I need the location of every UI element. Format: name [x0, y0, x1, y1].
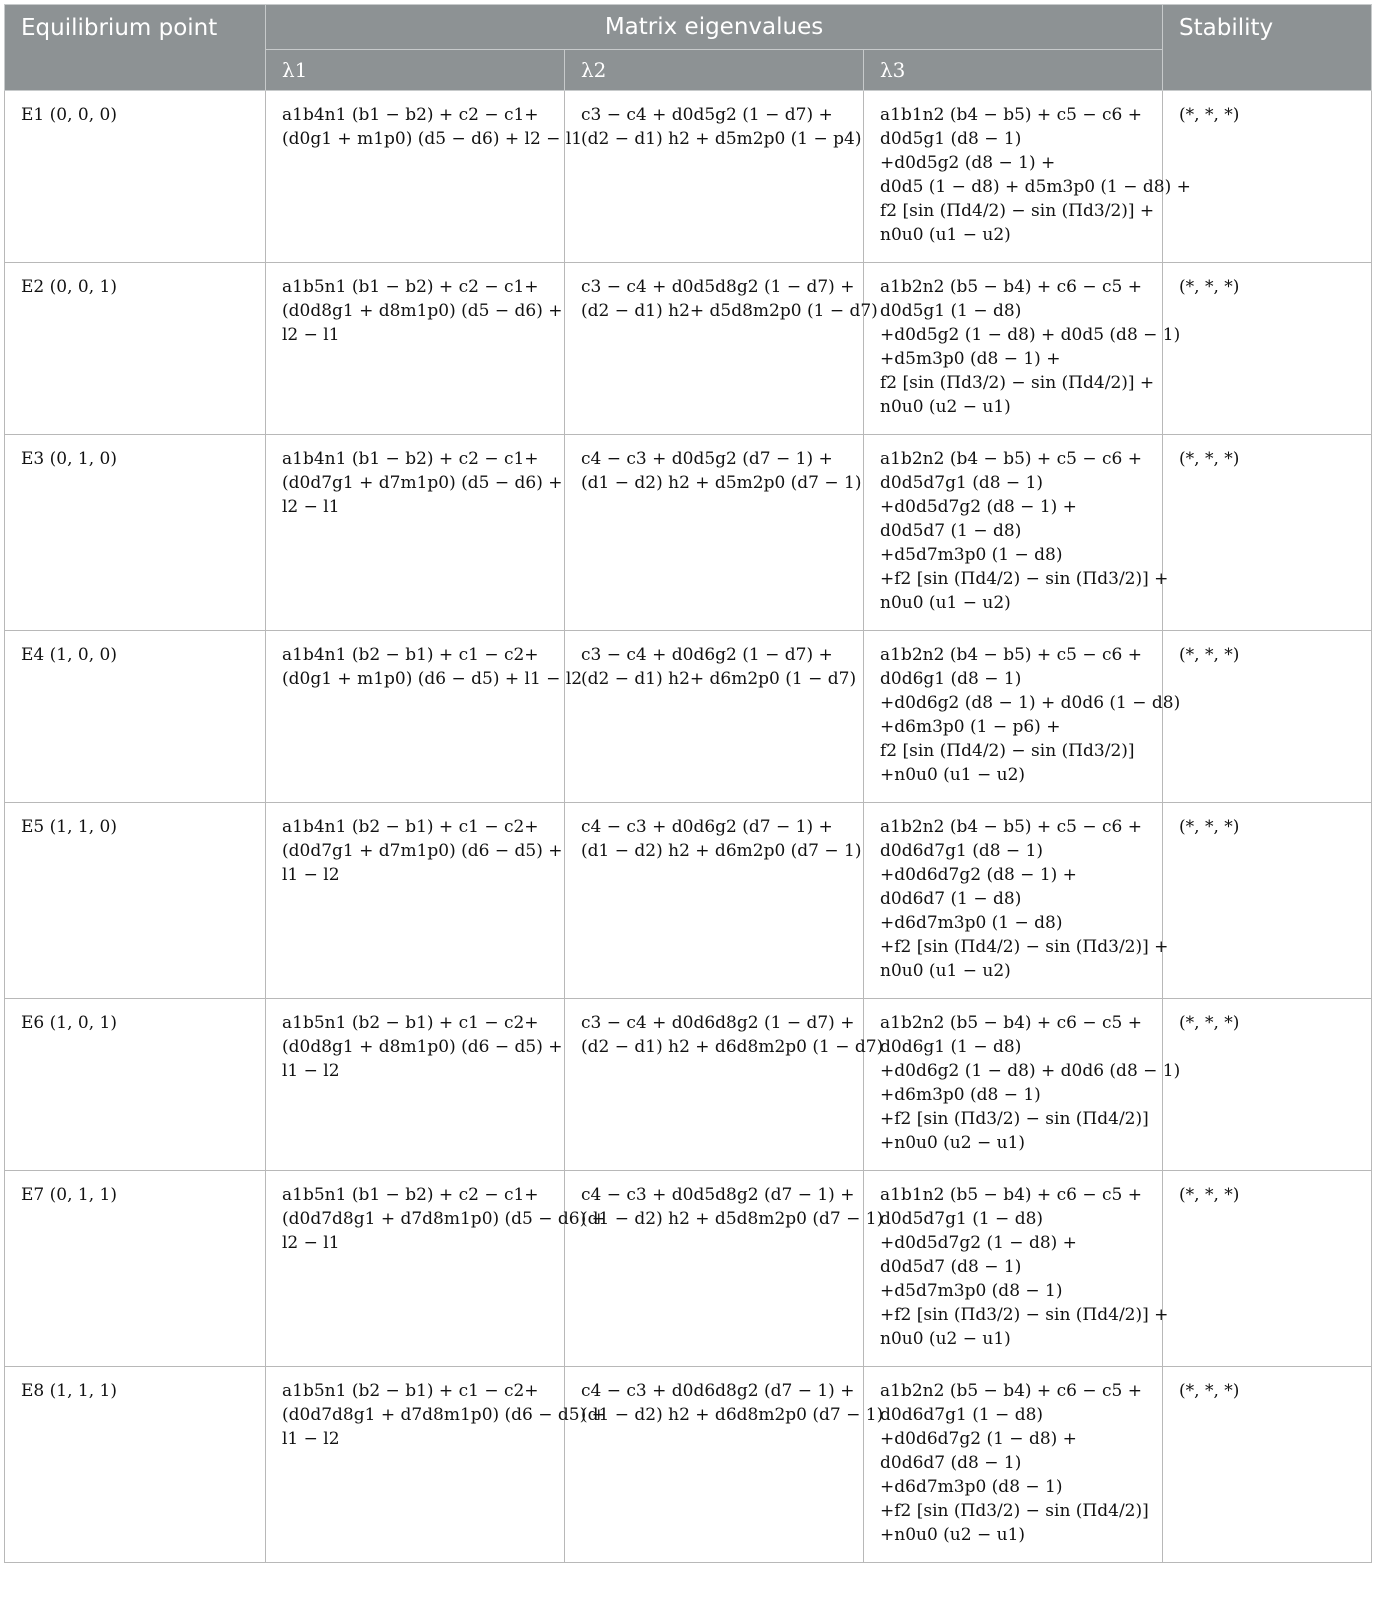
header-matrix-eigenvalues: Matrix eigenvalues	[266, 5, 1163, 50]
lambda3-cell-line: n0u0 (u2 − u1)	[880, 397, 1011, 417]
lambda1-cell	[266, 263, 565, 435]
lambda3-cell	[864, 999, 1181, 1171]
lambda1-cell-line: l2 − l1	[282, 497, 340, 517]
lambda3-cell-line: +d0d6g2 (d8 − 1) + d0d6 (1 − d8)	[880, 693, 1181, 713]
lambda1-cell-line: l1 − l2	[282, 1429, 340, 1449]
lambda2-cell	[565, 803, 864, 999]
lambda3-cell-line: +d0d6d7g2 (1 − d8) +	[880, 1429, 1077, 1449]
lambda3-cell-line: +n0u0 (u1 − u2)	[880, 765, 1026, 785]
eigenvalue-table-container	[4, 4, 1375, 1563]
lambda3-cell	[864, 263, 1181, 435]
lambda1-cell-line: l2 − l1	[282, 1233, 340, 1253]
lambda3-cell-line: d0d6g1 (d8 − 1)	[880, 669, 1022, 689]
lambda3-cell-line: +n0u0 (u2 − u1)	[880, 1133, 1026, 1153]
equilibrium-point-cell: E5 (1, 1, 0)	[5, 803, 266, 999]
lambda3-cell-line: +d0d5g2 (1 − d8) + d0d5 (d8 − 1)	[880, 325, 1181, 345]
equilibrium-point-cell: E1 (0, 0, 0)	[5, 91, 266, 263]
stability-cell: (*, *, *)	[1163, 435, 1372, 631]
lambda3-cell	[864, 1171, 1169, 1367]
lambda3-cell-line: +d5d7m3p0 (d8 − 1)	[880, 1281, 1063, 1301]
lambda3-cell-line: n0u0 (u2 − u1)	[880, 1329, 1011, 1349]
lambda3-cell-line: +d0d6d7g2 (d8 − 1) +	[880, 865, 1077, 885]
table-row	[5, 91, 1372, 263]
lambda3-cell-line: +d6d7m3p0 (d8 − 1)	[880, 1477, 1063, 1497]
stability-cell: (*, *, *)	[1163, 1171, 1372, 1367]
lambda2-cell	[565, 631, 864, 803]
lambda1-cell-line: a1b5n1 (b1 − b2) + c2 − c1+	[282, 277, 539, 297]
lambda3-cell	[864, 1367, 1163, 1563]
lambda3-cell-line: d0d5 (1 − d8) + d5m3p0 (1 − d8) +	[880, 177, 1191, 197]
lambda3-cell-line: +n0u0 (u2 − u1)	[880, 1525, 1026, 1545]
lambda3-cell-line: a1b2n2 (b4 − b5) + c5 − c6 +	[880, 645, 1142, 665]
table-row	[5, 435, 1372, 631]
lambda3-cell-line: d0d5g1 (1 − d8)	[880, 301, 1022, 321]
header-lambda3: λ3	[864, 50, 1163, 91]
lambda3-cell-line: d0d5d7 (1 − d8)	[880, 521, 1022, 541]
lambda3-cell-line: +f2 [sin (Πd4/2) − sin (Πd3/2)] +	[880, 937, 1169, 957]
lambda1-cell	[266, 435, 565, 631]
lambda3-cell-line: n0u0 (u1 − u2)	[880, 961, 1011, 981]
lambda1-cell	[266, 631, 583, 803]
stability-cell: (*, *, *)	[1163, 91, 1372, 263]
lambda2-cell-line: (d1 − d2) h2 + d5m2p0 (d7 − 1)	[581, 473, 862, 493]
equilibrium-point-cell: E6 (1, 0, 1)	[5, 999, 266, 1171]
lambda3-cell-line: d0d6d7 (1 − d8)	[880, 889, 1022, 909]
header-stability: Stability	[1163, 5, 1372, 91]
lambda1-cell-line: a1b4n1 (b1 − b2) + c2 − c1+	[282, 105, 539, 125]
lambda2-cell-line: (d2 − d1) h2+ d6m2p0 (1 − d7)	[581, 669, 857, 689]
lambda3-cell-line: +f2 [sin (Πd3/2) − sin (Πd4/2)]	[880, 1109, 1149, 1129]
lambda3-cell-line: f2 [sin (Πd3/2) − sin (Πd4/2)] +	[880, 373, 1155, 393]
lambda3-cell-line: +f2 [sin (Πd3/2) − sin (Πd4/2)]	[880, 1501, 1149, 1521]
lambda2-cell-line: c4 − c3 + d0d6g2 (d7 − 1) +	[581, 817, 833, 837]
lambda2-cell-line: c4 − c3 + d0d5g2 (d7 − 1) +	[581, 449, 833, 469]
lambda3-cell-line: a1b1n2 (b4 − b5) + c5 − c6 +	[880, 105, 1142, 125]
stability-cell: (*, *, *)	[1163, 803, 1372, 999]
table-row	[5, 1367, 1372, 1563]
lambda2-cell-line: (d1 − d2) h2 + d6d8m2p0 (d7 − 1)	[581, 1405, 884, 1425]
lambda1-cell-line: a1b5n1 (b2 − b1) + c1 − c2+	[282, 1013, 539, 1033]
header-lambda1: λ1	[266, 50, 565, 91]
header-lambda2: λ2	[565, 50, 864, 91]
lambda1-cell-line: l1 − l2	[282, 1061, 340, 1081]
lambda3-cell-line: d0d5g1 (d8 − 1)	[880, 129, 1022, 149]
lambda2-cell	[565, 263, 878, 435]
lambda1-cell	[266, 1171, 606, 1367]
lambda3-cell-line: n0u0 (u1 − u2)	[880, 593, 1011, 613]
lambda3-cell-line: n0u0 (u1 − u2)	[880, 225, 1011, 245]
table-row	[5, 803, 1372, 999]
stability-cell: (*, *, *)	[1163, 263, 1372, 435]
lambda1-cell-line: (d0g1 + m1p0) (d5 − d6) + l2 − l1	[282, 129, 583, 149]
lambda1-cell	[266, 803, 565, 999]
lambda3-cell-line: +d6d7m3p0 (1 − d8)	[880, 913, 1063, 933]
header-equilibrium-point: Equilibrium point	[5, 5, 266, 91]
lambda1-cell-line: a1b4n1 (b2 − b1) + c1 − c2+	[282, 817, 539, 837]
lambda1-cell-line: l1 − l2	[282, 865, 340, 885]
lambda2-cell	[565, 1171, 884, 1367]
lambda3-cell-line: +f2 [sin (Πd4/2) − sin (Πd3/2)] +	[880, 569, 1169, 589]
lambda1-cell-line: l2 − l1	[282, 325, 340, 345]
header-row	[5, 5, 1372, 50]
table-row	[5, 1171, 1372, 1367]
lambda3-cell	[864, 435, 1169, 631]
lambda1-cell	[266, 999, 565, 1171]
lambda1-cell-line: a1b5n1 (b2 − b1) + c1 − c2+	[282, 1381, 539, 1401]
lambda1-cell-line: a1b5n1 (b1 − b2) + c2 − c1+	[282, 1185, 539, 1205]
lambda2-cell-line: (d2 − d1) h2 + d5m2p0 (1 − p4)	[581, 129, 862, 149]
lambda2-cell-line: c3 − c4 + d0d5g2 (1 − d7) +	[581, 105, 833, 125]
table-row	[5, 263, 1372, 435]
lambda2-cell-line: (d2 − d1) h2 + d6d8m2p0 (1 − d7)	[581, 1037, 884, 1057]
lambda3-cell-line: +d5d7m3p0 (1 − d8)	[880, 545, 1063, 565]
lambda1-cell-line: (d0d7d8g1 + d7d8m1p0) (d6 − d5) +	[282, 1405, 606, 1425]
lambda2-cell-line: (d1 − d2) h2 + d5d8m2p0 (d7 − 1)	[581, 1209, 884, 1229]
lambda2-cell-line: c4 − c3 + d0d6d8g2 (d7 − 1) +	[581, 1381, 855, 1401]
lambda1-cell-line: (d0g1 + m1p0) (d6 − d5) + l1 − l2	[282, 669, 583, 689]
lambda2-cell	[565, 999, 884, 1171]
lambda2-cell	[565, 435, 864, 631]
lambda3-cell-line: +d0d5d7g2 (d8 − 1) +	[880, 497, 1077, 517]
table-body	[5, 91, 1372, 1563]
lambda3-cell-line: d0d5d7g1 (1 − d8)	[880, 1209, 1044, 1229]
lambda1-cell-line: (d0d8g1 + d8m1p0) (d5 − d6) +	[282, 301, 563, 321]
lambda3-cell-line: a1b2n2 (b5 − b4) + c6 − c5 +	[880, 1013, 1142, 1033]
lambda3-cell-line: d0d6d7g1 (1 − d8)	[880, 1405, 1044, 1425]
lambda3-cell-line: a1b2n2 (b5 − b4) + c6 − c5 +	[880, 277, 1142, 297]
lambda2-cell-line: (d1 − d2) h2 + d6m2p0 (d7 − 1)	[581, 841, 862, 861]
lambda2-cell-line: (d2 − d1) h2+ d5d8m2p0 (1 − d7)	[581, 301, 878, 321]
lambda3-cell-line: +d6m3p0 (1 − p6) +	[880, 717, 1061, 737]
lambda1-cell-line: a1b4n1 (b2 − b1) + c1 − c2+	[282, 645, 539, 665]
lambda3-cell-line: d0d5d7 (d8 − 1)	[880, 1257, 1022, 1277]
lambda3-cell-line: +d5m3p0 (d8 − 1) +	[880, 349, 1061, 369]
stability-cell: (*, *, *)	[1163, 631, 1372, 803]
table-row	[5, 999, 1372, 1171]
stability-cell: (*, *, *)	[1163, 1367, 1372, 1563]
lambda2-cell-line: c3 − c4 + d0d6d8g2 (1 − d7) +	[581, 1013, 855, 1033]
lambda3-cell-line: f2 [sin (Πd4/2) − sin (Πd3/2)] +	[880, 201, 1155, 221]
lambda3-cell	[864, 803, 1169, 999]
equilibrium-point-cell: E8 (1, 1, 1)	[5, 1367, 266, 1563]
lambda3-cell-line: a1b2n2 (b4 − b5) + c5 − c6 +	[880, 817, 1142, 837]
lambda1-cell	[266, 1367, 606, 1563]
lambda3-cell-line: d0d6d7 (d8 − 1)	[880, 1453, 1022, 1473]
lambda3-cell	[864, 91, 1191, 263]
equilibrium-point-cell: E4 (1, 0, 0)	[5, 631, 266, 803]
equilibrium-point-cell: E2 (0, 0, 1)	[5, 263, 266, 435]
lambda3-cell-line: d0d5d7g1 (d8 − 1)	[880, 473, 1044, 493]
lambda3-cell-line: +d0d5d7g2 (1 − d8) +	[880, 1233, 1077, 1253]
equilibrium-point-cell: E3 (0, 1, 0)	[5, 435, 266, 631]
eigenvalue-table	[4, 4, 1372, 1563]
lambda3-cell-line: +d0d6g2 (1 − d8) + d0d6 (d8 − 1)	[880, 1061, 1181, 1081]
lambda3-cell-line: a1b2n2 (b4 − b5) + c5 − c6 +	[880, 449, 1142, 469]
lambda2-cell	[565, 1367, 884, 1563]
lambda3-cell-line: d0d6d7g1 (d8 − 1)	[880, 841, 1044, 861]
stability-cell: (*, *, *)	[1163, 999, 1372, 1171]
lambda1-cell-line: (d0d7d8g1 + d7d8m1p0) (d5 − d6) +	[282, 1209, 606, 1229]
lambda1-cell-line: (d0d7g1 + d7m1p0) (d6 − d5) +	[282, 841, 563, 861]
lambda1-cell-line: (d0d8g1 + d8m1p0) (d6 − d5) +	[282, 1037, 563, 1057]
table-row	[5, 631, 1372, 803]
lambda2-cell-line: c3 − c4 + d0d5d8g2 (1 − d7) +	[581, 277, 855, 297]
lambda2-cell	[565, 91, 864, 263]
lambda3-cell	[864, 631, 1181, 803]
lambda1-cell-line: (d0d7g1 + d7m1p0) (d5 − d6) +	[282, 473, 563, 493]
lambda1-cell	[266, 91, 583, 263]
lambda3-cell-line: +d0d5g2 (d8 − 1) +	[880, 153, 1056, 173]
lambda2-cell-line: c4 − c3 + d0d5d8g2 (d7 − 1) +	[581, 1185, 855, 1205]
lambda3-cell-line: d0d6g1 (1 − d8)	[880, 1037, 1022, 1057]
equilibrium-point-cell: E7 (0, 1, 1)	[5, 1171, 266, 1367]
lambda1-cell-line: a1b4n1 (b1 − b2) + c2 − c1+	[282, 449, 539, 469]
lambda3-cell-line: +f2 [sin (Πd3/2) − sin (Πd4/2)] +	[880, 1305, 1169, 1325]
lambda3-cell-line: +d6m3p0 (d8 − 1)	[880, 1085, 1041, 1105]
lambda3-cell-line: a1b2n2 (b5 − b4) + c6 − c5 +	[880, 1381, 1142, 1401]
lambda3-cell-line: f2 [sin (Πd4/2) − sin (Πd3/2)]	[880, 741, 1135, 761]
lambda2-cell-line: c3 − c4 + d0d6g2 (1 − d7) +	[581, 645, 833, 665]
lambda3-cell-line: a1b1n2 (b5 − b4) + c6 − c5 +	[880, 1185, 1142, 1205]
